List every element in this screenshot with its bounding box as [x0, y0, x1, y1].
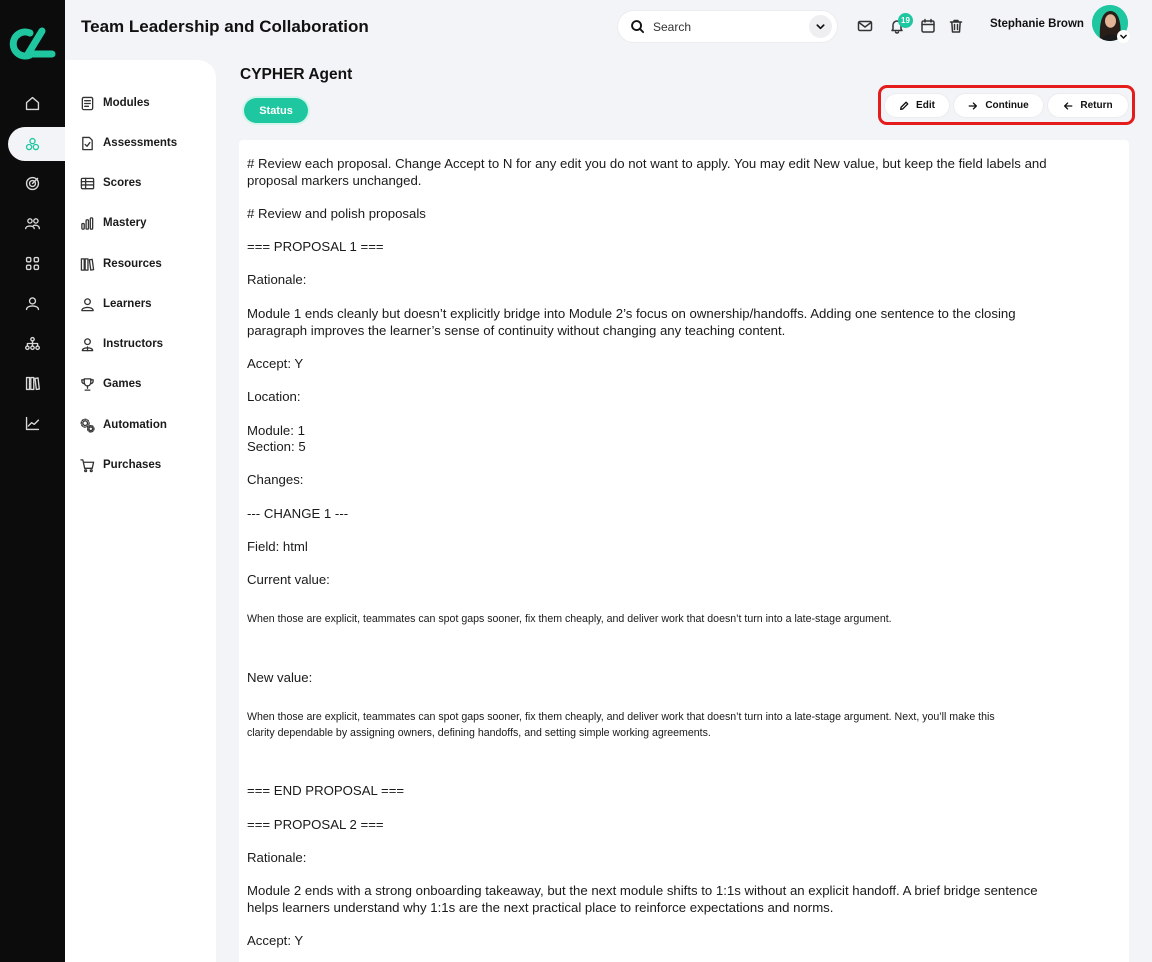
- content-line: New value:: [247, 670, 313, 685]
- content-line: Changes:: [247, 472, 304, 487]
- sidebar-item-automation[interactable]: [80, 415, 167, 435]
- content-line: Module 2 ends with a strong onboarding takeaway, but the next module shifts to 1:1s without an explicit handoff. A brief bridge sentence: [247, 883, 1038, 898]
- sidebar-item-learners[interactable]: [80, 294, 152, 314]
- sidebar-item-label: Modules: [103, 97, 150, 109]
- sidebar-item-modules[interactable]: [80, 93, 150, 113]
- rail-home-icon[interactable]: [0, 86, 65, 120]
- content-line: === PROPOSAL 1 ===: [247, 239, 384, 254]
- search-dropdown-button[interactable]: [809, 15, 832, 38]
- rail-modules-cluster-icon[interactable]: [8, 127, 72, 161]
- content-line: Field: html: [247, 539, 308, 554]
- status-button[interactable]: Status: [244, 98, 308, 123]
- content-line: Rationale:: [247, 850, 307, 865]
- books-icon: [80, 257, 95, 272]
- sidebar-item-label: Scores: [103, 177, 142, 189]
- sidebar-item-mastery[interactable]: [80, 213, 146, 233]
- sidebar-nav: [65, 60, 216, 962]
- trash-icon[interactable]: [948, 18, 964, 34]
- rail-target-icon[interactable]: [0, 166, 65, 200]
- notification-badge: 19: [898, 13, 913, 28]
- sidebar-item-games[interactable]: [80, 374, 141, 394]
- continue-button[interactable]: [954, 94, 1043, 117]
- cart-icon: [80, 458, 95, 473]
- sidebar-item-label: Instructors: [103, 338, 164, 350]
- user-name[interactable]: Stephanie Brown: [990, 18, 1084, 30]
- content-line: Rationale:: [247, 272, 307, 287]
- person-icon: [80, 297, 95, 312]
- user-menu-chevron-icon[interactable]: [1117, 30, 1130, 43]
- sidebar-item-label: Automation: [103, 419, 167, 431]
- mail-icon[interactable]: [857, 18, 873, 34]
- search-bar[interactable]: [618, 11, 837, 42]
- calendar-icon[interactable]: [920, 18, 936, 34]
- document-icon: [80, 96, 95, 111]
- edit-button[interactable]: [885, 94, 949, 117]
- app-title: Team Leadership and Collaboration: [81, 17, 369, 36]
- content-line: # Review each proposal. Change Accept to N for any edit you do not want to apply. You may edit New value, but keep the field labels and: [247, 156, 1047, 171]
- sidebar-item-label: Learners: [103, 298, 152, 310]
- sidebar-item-scores[interactable]: [80, 173, 141, 193]
- content-line: Current value:: [247, 572, 330, 587]
- search-input[interactable]: [653, 20, 793, 34]
- content-line-html: clarity dependable by assigning owners, defining handoffs, and setting simple working agreements.: [247, 727, 711, 739]
- content-line: Accept: Y: [247, 356, 304, 371]
- content-line-html: When those are explicit, teammates can spot gaps sooner, fix them cheaply, and deliver work that doesn’t turn into a late-stage argument. Next, you’ll make this: [247, 711, 995, 723]
- content-line: # Review and polish proposals: [247, 206, 426, 221]
- sidebar-item-label: Purchases: [103, 459, 162, 471]
- sidebar-item-label: Games: [103, 378, 142, 390]
- rail-user-icon[interactable]: [0, 286, 65, 320]
- sidebar-item-purchases[interactable]: [80, 455, 161, 475]
- bar-chart-icon: [80, 216, 95, 231]
- sidebar-item-label: Mastery: [103, 217, 147, 229]
- content-line: === END PROPOSAL ===: [247, 783, 405, 798]
- rail-hierarchy-icon[interactable]: [0, 326, 65, 360]
- content-line: Module 1 ends cleanly but doesn’t explicitly bridge into Module 2’s focus on ownership/handoffs. Adding one sentence to the closing: [247, 306, 1016, 321]
- brand-logo[interactable]: [8, 24, 58, 64]
- content-line: === PROPOSAL 2 ===: [247, 817, 384, 832]
- trophy-icon: [80, 377, 95, 392]
- content-line: paragraph improves the learner’s sense of continuity without changing any teaching content.: [247, 323, 786, 338]
- content-line: helps learners understand why 1:1s are the next practical place to reinforce expectations and norms.: [247, 900, 834, 915]
- rail-library-icon[interactable]: [0, 366, 65, 400]
- content-line: Module: 1: [247, 423, 305, 438]
- sidebar-item-label: Resources: [103, 258, 162, 270]
- rail-grid-icon[interactable]: [0, 246, 65, 280]
- content-line: proposal markers unchanged.: [247, 173, 422, 188]
- arrow-right-icon: [968, 101, 978, 111]
- rail-chart-icon[interactable]: [0, 406, 65, 440]
- content-line: --- CHANGE 1 ---: [247, 506, 349, 521]
- instructor-icon: [80, 337, 95, 352]
- content-line: Accept: Y: [247, 933, 304, 948]
- sidebar-item-assessments[interactable]: [80, 133, 177, 153]
- gears-icon: [80, 418, 95, 433]
- page-title: CYPHER Agent: [240, 66, 353, 83]
- sidebar-item-label: Assessments: [103, 137, 178, 149]
- content-line-html: When those are explicit, teammates can spot gaps sooner, fix them cheaply, and deliver work that doesn’t turn into a late-stage argument.: [247, 613, 892, 625]
- content-line: Location:: [247, 389, 301, 404]
- chevron-down-icon: [815, 21, 826, 32]
- proposal-text-panel[interactable]: [239, 140, 1129, 962]
- content-line: Section: 5: [247, 439, 306, 454]
- sidebar-item-instructors[interactable]: [80, 334, 163, 354]
- return-button-label: Return: [1080, 100, 1113, 111]
- sidebar-item-resources[interactable]: [80, 254, 162, 274]
- arrow-left-icon: [1063, 101, 1073, 111]
- checklist-icon: [80, 136, 95, 151]
- table-icon: [80, 176, 95, 191]
- rail-users-icon[interactable]: [0, 206, 65, 240]
- edit-button-label: Edit: [916, 100, 935, 111]
- pencil-icon: [899, 101, 909, 111]
- return-button[interactable]: [1048, 94, 1128, 117]
- icon-rail: [0, 0, 65, 962]
- search-icon: [630, 19, 645, 34]
- continue-button-label: Continue: [985, 100, 1029, 111]
